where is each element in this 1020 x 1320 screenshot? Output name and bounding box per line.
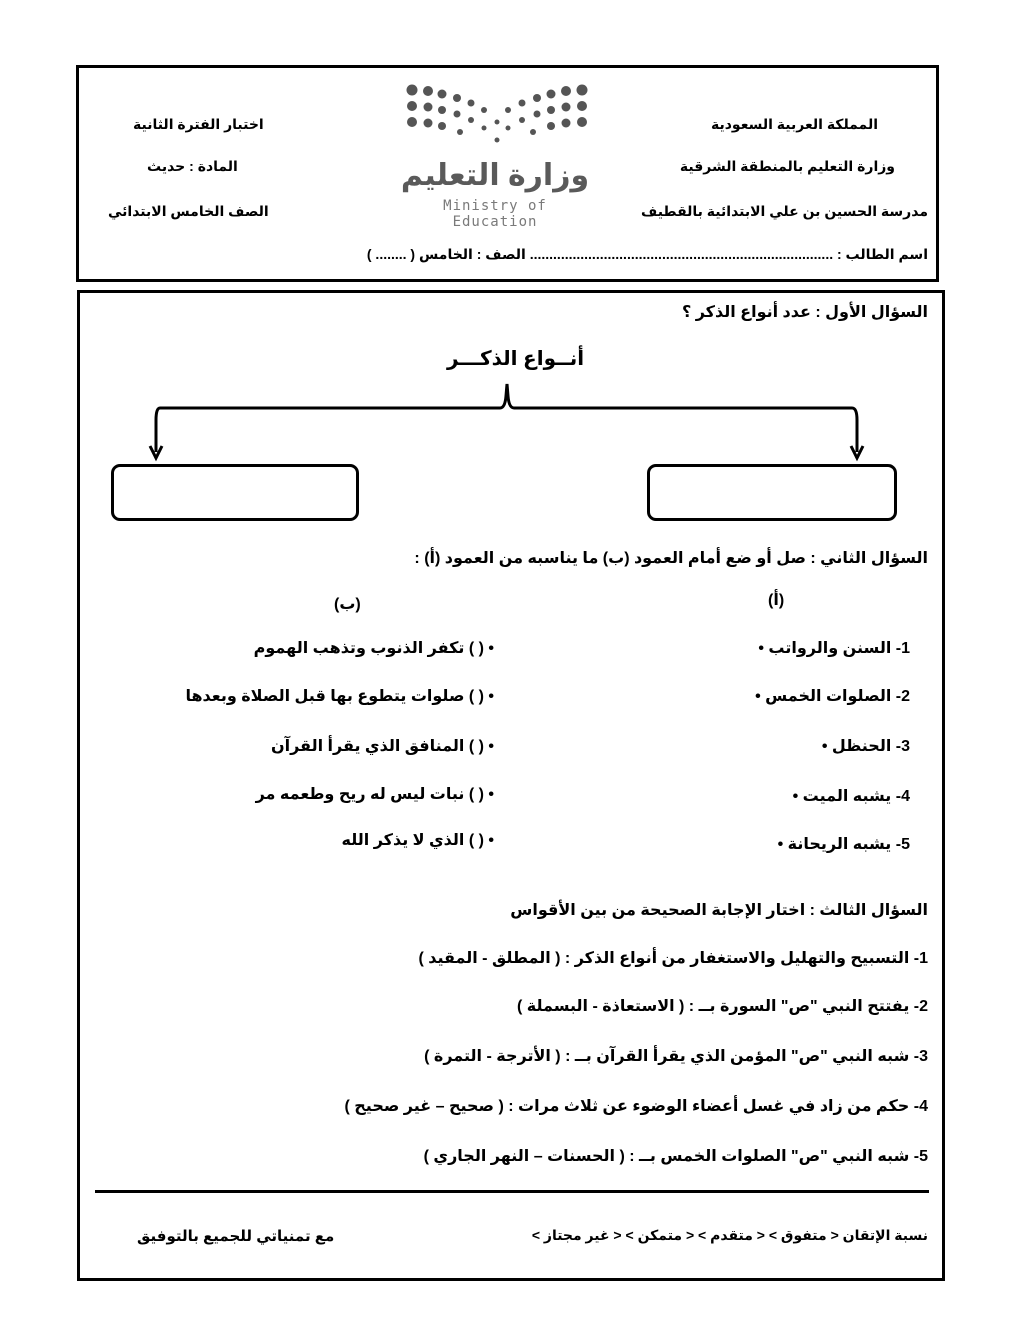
q3-item[interactable]: 3- شبه النبي "ص" المؤمن الذي يقرأ القرآن بــ : ( الأترجة - التمرة )	[424, 1048, 928, 1065]
q3-item[interactable]: 2- يفتتح النبي "ص" السورة بــ : ( الاستعاذة - البسملة )	[516, 998, 928, 1015]
q2-col-a-item: 5- يشبه الريحانة •	[777, 836, 910, 853]
q3-item[interactable]: 1- التسبيح والتهليل والاستغفار من أنواع الذكر : ( المطلق - المقيد )	[418, 950, 928, 967]
q2-col-b-item[interactable]: • ( ) المنافق الذي يقرأ القرآن	[270, 738, 494, 755]
q1-answer-box-right[interactable]	[647, 464, 897, 521]
logo-english-text: Ministry of Education	[443, 198, 547, 230]
q2-col-a-item: 2- الصلوات الخمس •	[755, 688, 910, 705]
header-exam-title: اختبار الفترة الثانية	[133, 116, 264, 132]
q2-col-b-item[interactable]: • ( ) صلوات يتطوع بها قبل الصلاة وبعدها	[185, 688, 494, 705]
q2-col-b-item[interactable]: • ( ) نبات ليس له ريح وطعمه مر	[255, 786, 494, 803]
q1-title: السؤال الأول : عدد أنواع الذكر ؟	[682, 304, 928, 321]
footer-wishes: مع تمنياتي للجميع بالتوفيق	[137, 1228, 335, 1245]
q2-col-a-item: 3- الحنظل •	[821, 738, 910, 755]
footer-divider	[95, 1190, 929, 1193]
q2-title: السؤال الثاني : صل أو ضع أمام العمود (ب) ما يناسبه من العمود (أ) :	[414, 550, 928, 567]
q2-col-a-item: 4- يشبه الميت •	[792, 788, 910, 805]
q2-col-a-item: 1- السنن والرواتب •	[758, 640, 910, 657]
q2-col-b-header: (ب)	[334, 596, 361, 613]
q2-col-b-item[interactable]: • ( ) الذي لا يذكر الله	[341, 832, 494, 849]
header-school: مدرسة الحسين بن علي الابتدائية بالقطيف	[641, 203, 928, 219]
q1-answer-box-left[interactable]	[111, 464, 359, 521]
q3-item[interactable]: 5- شبه النبي "ص" الصلوات الخمس بــ : ( الحسنات – النهر الجاري )	[423, 1148, 928, 1165]
q1-diagram-label: أنــواع الذكـــر	[447, 348, 585, 370]
header-subject: المادة : حديث	[147, 158, 238, 174]
logo-arabic-text: وزارة التعليم	[400, 159, 590, 192]
header-grade: الصف الخامس الابتدائي	[108, 203, 269, 219]
student-name-line[interactable]: اسم الطالب : .............................................................................. الصف : الخامس ( ........ )	[366, 246, 928, 262]
header-kingdom: المملكة العربية السعودية	[711, 116, 878, 132]
q3-title: السؤال الثالث : اختار الإجابة الصحيحة من بين الأقواس	[510, 902, 928, 919]
mastery-levels: نسبة الإتقان < متفوق > < متقدم > < متمكن > < غير مجتاز >	[531, 1227, 928, 1243]
q2-col-a-header: (أ)	[768, 592, 785, 609]
q1-bracket-arrows-icon	[0, 0, 1020, 540]
header-ministry-region: وزارة التعليم بالمنطقة الشرقية	[679, 158, 895, 174]
q3-item[interactable]: 4- حكم من زاد في غسل أعضاء الوضوء عن ثلاث مرات : ( صحيح – غير صحيح )	[344, 1098, 928, 1115]
q2-col-b-item[interactable]: • ( ) تكفر الذنوب وتذهب الهموم	[253, 640, 494, 657]
